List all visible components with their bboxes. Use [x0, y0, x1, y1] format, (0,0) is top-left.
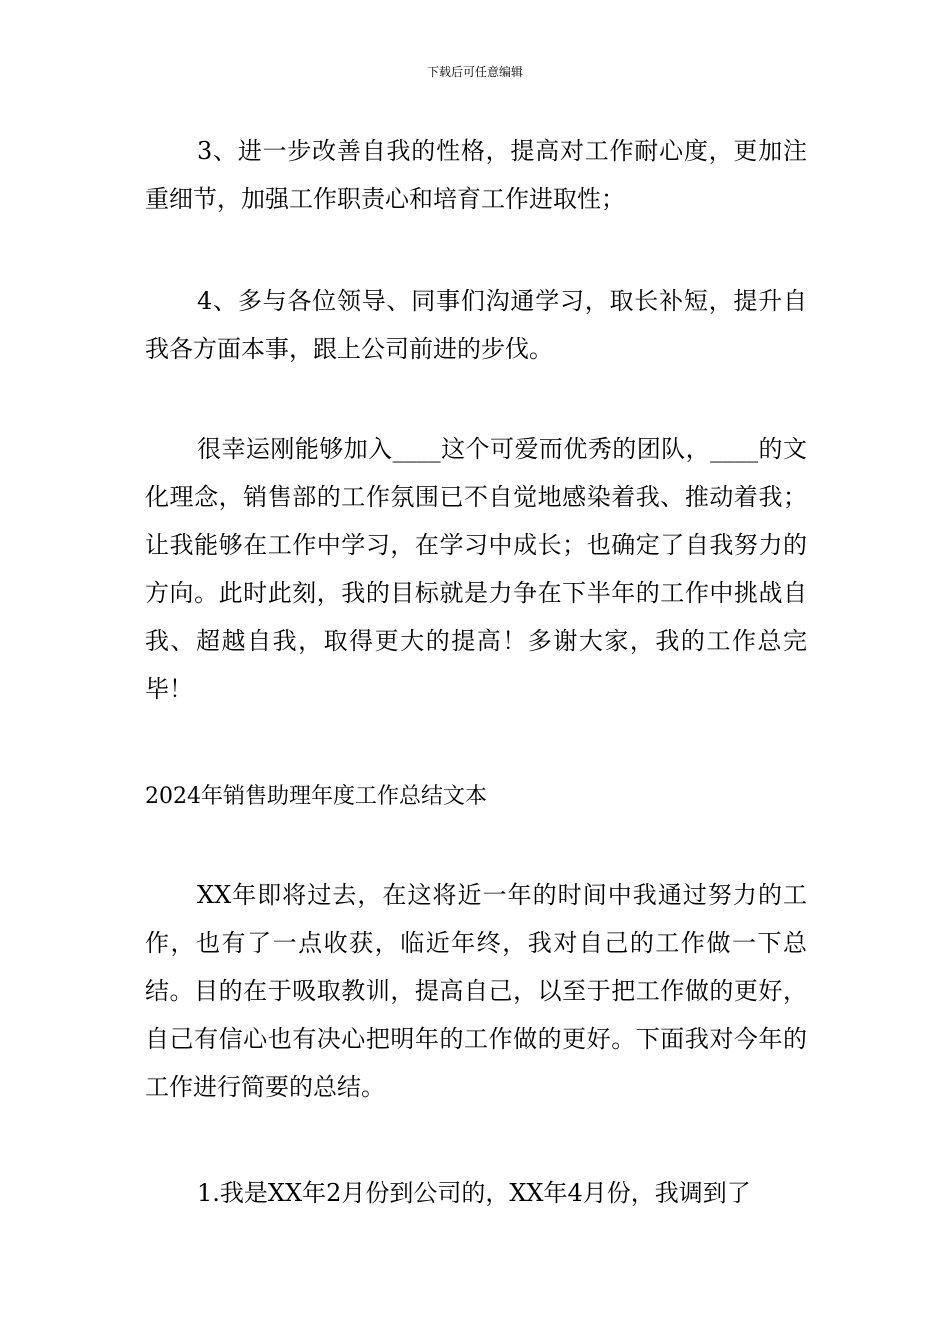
paragraph-team-closing: 很幸运刚能够加入____这个可爱而优秀的团队，____的文化理念，销售部的工作氛围已不自觉地感染着我、推动着我；让我能够在工作中学习，在学习中成长；也确定了自我努力的方向。此时此刻，我的目标就是力争在下半年的工作中挑战自我、超越自我，取得更大的提高！多谢大家，我的工作总完毕！	[145, 435, 807, 703]
paragraph-communicate-learn: 4、多与各位领导、同事们沟通学习，取长补短，提升自我各方面本事，跟上公司前进的步伐。	[145, 287, 807, 363]
paragraph-year-summary-intro: XX年即将过去，在这将近一年的时间中我通过努力的工作，也有了一点收获，临近年终，我对自己的工作做一下总结。目的在于吸取教训，提高自己，以至于把工作做的更好，自己有信心也有决心把明年的工作做的更好。下面我对今年的工作进行简要的总结。	[145, 881, 807, 1101]
page-header: 下载后可任意编辑	[426, 65, 523, 79]
paragraph-improve-character: 3、进一步改善自我的性格，提高对工作耐心度，更加注重细节，加强工作职责心和培育工作进取性；	[145, 137, 807, 213]
paragraph-item-one: 1.我是XX年2月份到公司的，XX年4月份，我调到了	[197, 1179, 751, 1207]
section-title: 2024年销售助理年度工作总结文本	[145, 784, 487, 809]
